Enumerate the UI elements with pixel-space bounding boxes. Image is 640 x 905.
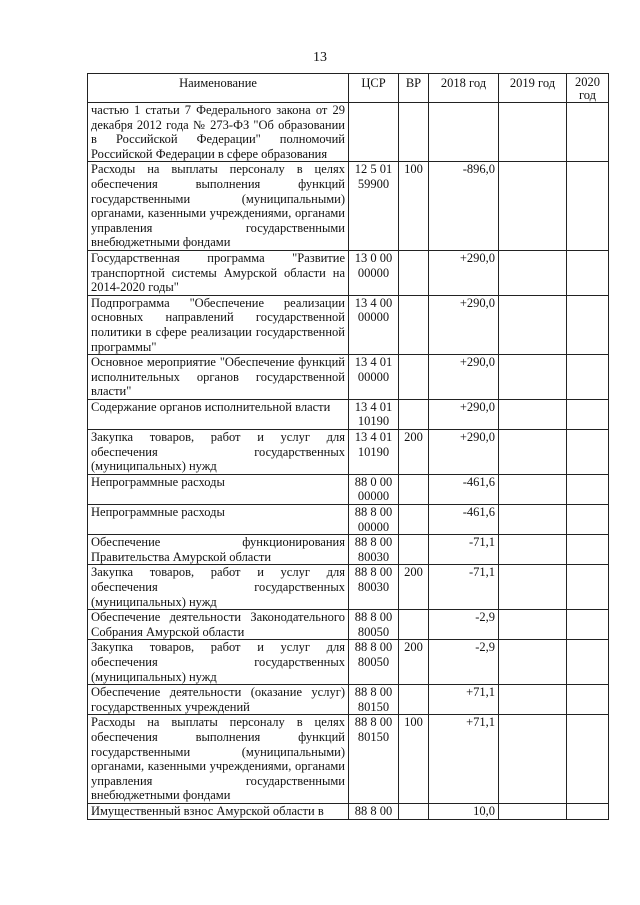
header-2020: 2020 год [567,74,609,103]
table-row [88,565,609,610]
cell-vr [399,685,429,715]
cell-name: Расходы на выплаты персоналу в целях обеспечения выполнения функций государственными (муниципальными) органами, казенными учреждениями, органами управления государственными внебюджетными фондами [88,162,349,251]
cell-name: Имущественный взнос Амурской области в [88,803,349,819]
cell-csr: 13 4 00 00000 [349,295,399,354]
cell-2020 [567,103,609,162]
cell-name: Закупка товаров, работ и услуг для обеспечения государственных (муниципальных) нужд [88,640,349,685]
cell-2020 [567,250,609,295]
cell-vr: 200 [399,430,429,475]
cell-vr [399,355,429,400]
cell-vr [399,399,429,429]
cell-csr: 88 8 00 80050 [349,610,399,640]
cell-2019 [499,803,567,819]
table-row [88,803,609,819]
table-row [88,640,609,685]
cell-2020 [567,715,609,804]
cell-csr: 88 8 00 80030 [349,535,399,565]
cell-name: частью 1 статьи 7 Федерального закона от 29 декабря 2012 года № 273-ФЗ "Об образовании в Российской Федерации" полномочий Российской Федерации в сфере образования [88,103,349,162]
cell-csr: 88 8 00 80150 [349,685,399,715]
table-row [88,103,609,162]
cell-2019 [499,640,567,685]
cell-csr: 12 5 01 59900 [349,162,399,251]
cell-2019 [499,295,567,354]
table-row [88,505,609,535]
table-row [88,610,609,640]
table-body [88,103,609,820]
cell-2019 [499,474,567,504]
budget-table [87,73,609,820]
cell-2020 [567,430,609,475]
cell-csr: 88 8 00 00000 [349,505,399,535]
cell-2018: -2,9 [429,610,499,640]
cell-vr [399,535,429,565]
cell-vr: 200 [399,565,429,610]
cell-2018: +71,1 [429,715,499,804]
cell-2020 [567,162,609,251]
cell-name: Расходы на выплаты персоналу в целях обеспечения выполнения функций государственными (муниципальными) органами, казенными учреждениями, органами управления государственными внебюджетными фондами [88,715,349,804]
cell-2019 [499,565,567,610]
cell-csr: 13 4 01 00000 [349,355,399,400]
cell-2019 [499,355,567,400]
table-row [88,162,609,251]
cell-2018 [429,103,499,162]
cell-2020 [567,474,609,504]
cell-csr: 88 0 00 00000 [349,474,399,504]
cell-name: Подпрограмма "Обеспечение реализации основных направлений государственной политики в сфере реализации государственной программы" [88,295,349,354]
cell-2018: +290,0 [429,355,499,400]
cell-2020 [567,355,609,400]
cell-2019 [499,610,567,640]
cell-2018: -461,6 [429,505,499,535]
cell-2019 [499,162,567,251]
cell-2018: +290,0 [429,250,499,295]
table-row [88,685,609,715]
cell-2018: -896,0 [429,162,499,251]
cell-vr [399,474,429,504]
cell-name: Непрограммные расходы [88,505,349,535]
cell-vr: 200 [399,640,429,685]
header-2018: 2018 год [429,74,499,103]
cell-name: Государственная программа "Развитие транспортной системы Амурской области на 2014-2020 годы" [88,250,349,295]
cell-2020 [567,535,609,565]
cell-2018: -71,1 [429,565,499,610]
table-row [88,430,609,475]
cell-2020 [567,685,609,715]
cell-2018: +290,0 [429,399,499,429]
header-name: Наименование [88,74,349,103]
cell-csr: 13 4 01 10190 [349,430,399,475]
table-row [88,295,609,354]
cell-2019 [499,685,567,715]
cell-vr: 100 [399,715,429,804]
cell-csr: 88 8 00 80150 [349,715,399,804]
cell-csr: 13 4 01 10190 [349,399,399,429]
cell-name: Обеспечение деятельности (оказание услуг) государственных учреждений [88,685,349,715]
cell-vr [399,803,429,819]
table-row [88,355,609,400]
cell-2019 [499,715,567,804]
table-row [88,535,609,565]
cell-2018: -461,6 [429,474,499,504]
cell-vr: 100 [399,162,429,251]
cell-2020 [567,640,609,685]
cell-2020 [567,803,609,819]
cell-2019 [499,250,567,295]
cell-vr [399,250,429,295]
cell-csr: 88 8 00 [349,803,399,819]
cell-2020 [567,565,609,610]
cell-name: Непрограммные расходы [88,474,349,504]
cell-2018: -71,1 [429,535,499,565]
cell-vr [399,103,429,162]
cell-csr: 13 0 00 00000 [349,250,399,295]
table-row [88,250,609,295]
header-vr: ВР [399,74,429,103]
cell-2018: +290,0 [429,430,499,475]
cell-2018: +290,0 [429,295,499,354]
cell-vr [399,610,429,640]
cell-csr: 88 8 00 80030 [349,565,399,610]
page-number: 13 [313,50,327,65]
cell-2019 [499,430,567,475]
cell-2018: +71,1 [429,685,499,715]
cell-name: Обеспечение функционирования Правительства Амурской области [88,535,349,565]
table-row [88,715,609,804]
cell-2020 [567,399,609,429]
table-header-row [88,74,609,103]
cell-2019 [499,535,567,565]
table-row [88,399,609,429]
cell-2020 [567,295,609,354]
cell-2018: 10,0 [429,803,499,819]
cell-2019 [499,399,567,429]
cell-name: Основное мероприятие "Обеспечение функций исполнительных органов государственной власти" [88,355,349,400]
cell-2020 [567,505,609,535]
header-csr: ЦСР [349,74,399,103]
cell-csr [349,103,399,162]
cell-vr [399,295,429,354]
cell-vr [399,505,429,535]
cell-2020 [567,610,609,640]
cell-name: Закупка товаров, работ и услуг для обеспечения государственных (муниципальных) нужд [88,430,349,475]
table-row [88,474,609,504]
cell-csr: 88 8 00 80050 [349,640,399,685]
cell-2019 [499,103,567,162]
cell-name: Закупка товаров, работ и услуг для обеспечения государственных (муниципальных) нужд [88,565,349,610]
cell-name: Обеспечение деятельности Законодательного Собрания Амурской области [88,610,349,640]
header-2019: 2019 год [499,74,567,103]
cell-name: Содержание органов исполнительной власти [88,399,349,429]
cell-2018: -2,9 [429,640,499,685]
cell-2019 [499,505,567,535]
